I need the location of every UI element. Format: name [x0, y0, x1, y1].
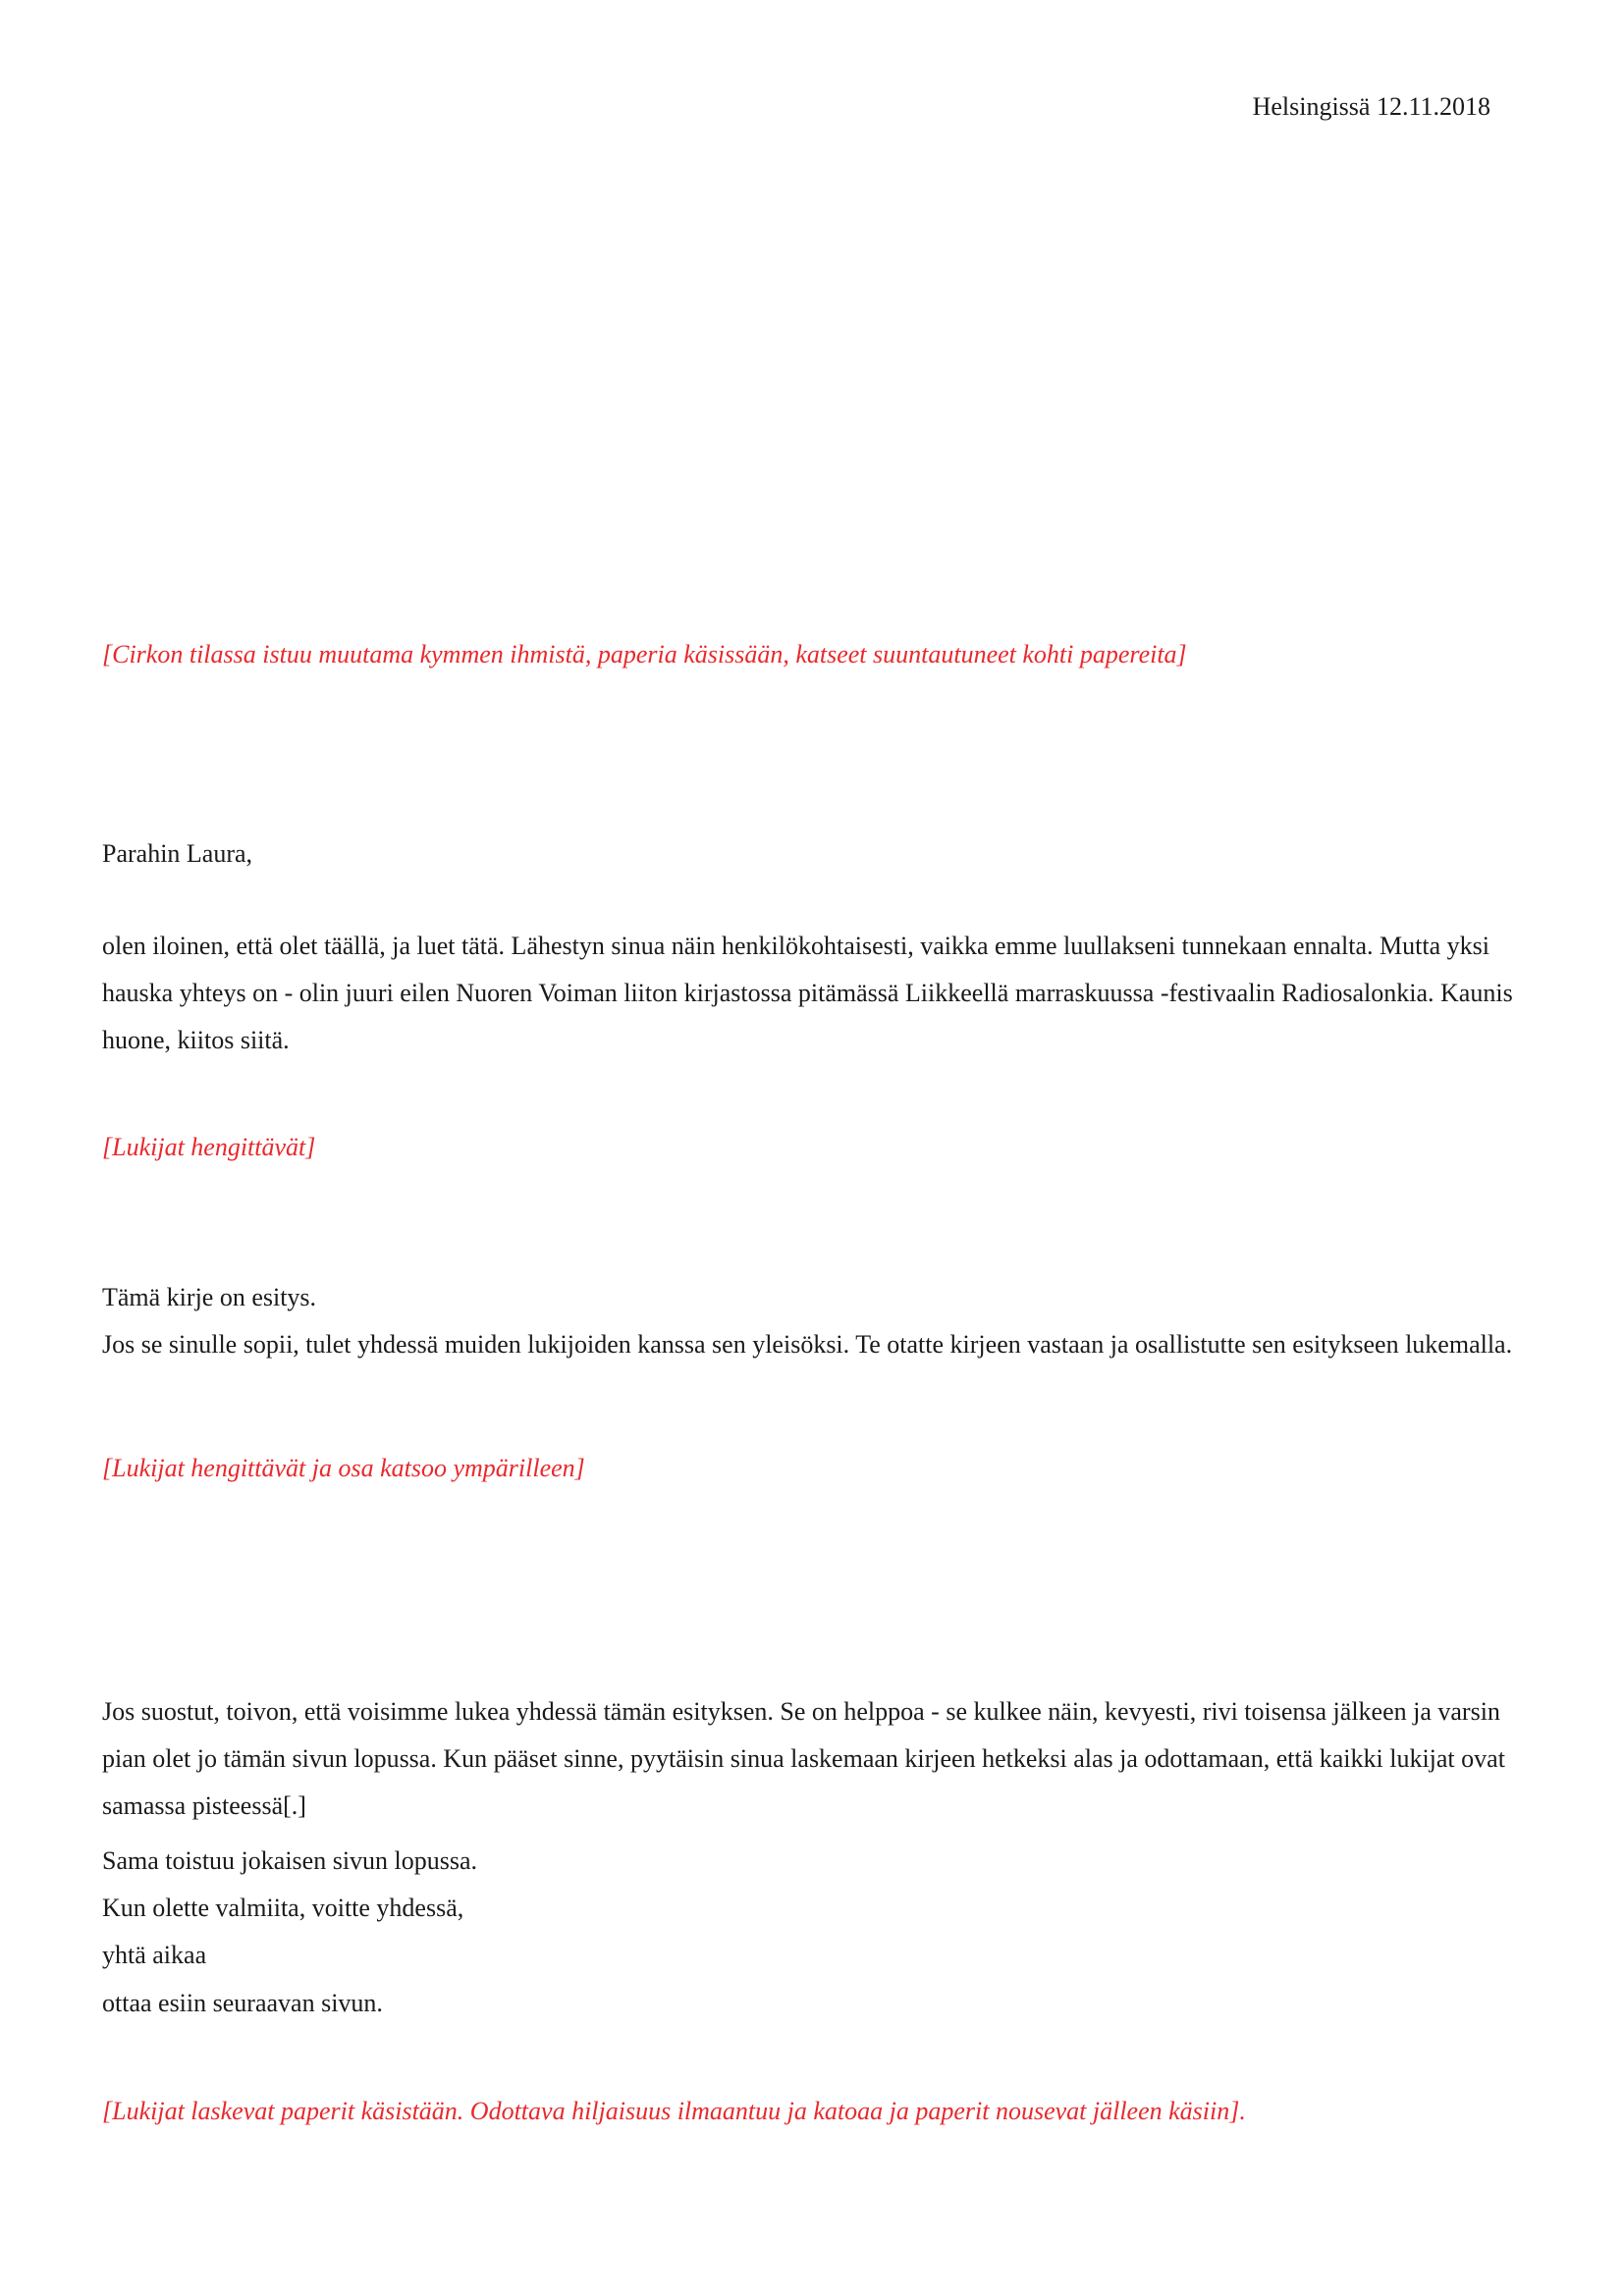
paragraph-this-letter-rest: Jos se sinulle sopii, tulet yhdessä muiden lukijoiden kanssa sen yleisöksi. Te otatte kirjeen vastaan ja osallistutte sen esitykseen lukemalla. — [102, 1329, 1513, 1359]
stage-direction-closing: [Lukijat laskevat paperit käsistään. Odottava hiljaisuus ilmaantuu ja katoaa ja paperit nousevat jälleen käsiin]. — [102, 2096, 1246, 2125]
paragraph-this-letter-line: Tämä kirje on esitys. — [102, 1282, 317, 1311]
stage-direction-looking-around: [Lukijat hengittävät ja osa katsoo ympärilleen] — [102, 1453, 585, 1482]
line-take-next-page: ottaa esiin seuraavan sivun. — [102, 1988, 383, 2017]
line-repeat-each-page: Sama toistuu jokaisen sivun lopussa. — [102, 1846, 478, 1876]
date-line: Helsingissä 12.11.2018 — [1252, 92, 1490, 121]
stage-direction-opening: [Cirkon tilassa istuu muutama kymmen ihmistä, paperia käsissään, katseet suuntautuneet kohti papereita] — [102, 640, 1187, 669]
line-when-ready: Kun olette valmiita, voitte yhdessä, — [102, 1894, 464, 1923]
stage-direction-breathing: [Lukijat hengittävät] — [102, 1132, 316, 1161]
greeting: Parahin Laura, — [102, 839, 253, 869]
line-at-the-same-time: yhtä aikaa — [102, 1941, 207, 1970]
paragraph-introduction: olen iloinen, että olet täällä, ja luet tätä. Lähestyn sinua näin henkilökohtaisesti, vaikka emme luullakseni tunnekaan ennalta. Mutta yksi hauska yhteys on - olin juuri eilen Nuoren Voiman liiton kirjastossa pitämässä Liikkeellä marraskuussa -festivaalin Radiosalonkia. Kaunis huone, kiitos siitä. — [102, 932, 1513, 1055]
paragraph-instructions: Jos suostut, toivon, että voisimme lukea yhdessä tämän esityksen. Se on helppoa - se kulkee näin, kevyesti, rivi toisensa jälkeen ja varsin pian olet jo tämän sivun lopussa. Kun pääset sinne, pyytäisin sinua laskemaan kirjeen hetkeksi alas ja odottamaan, että kaikki lukijat ovat samassa pisteessä[.] — [102, 1696, 1505, 1821]
